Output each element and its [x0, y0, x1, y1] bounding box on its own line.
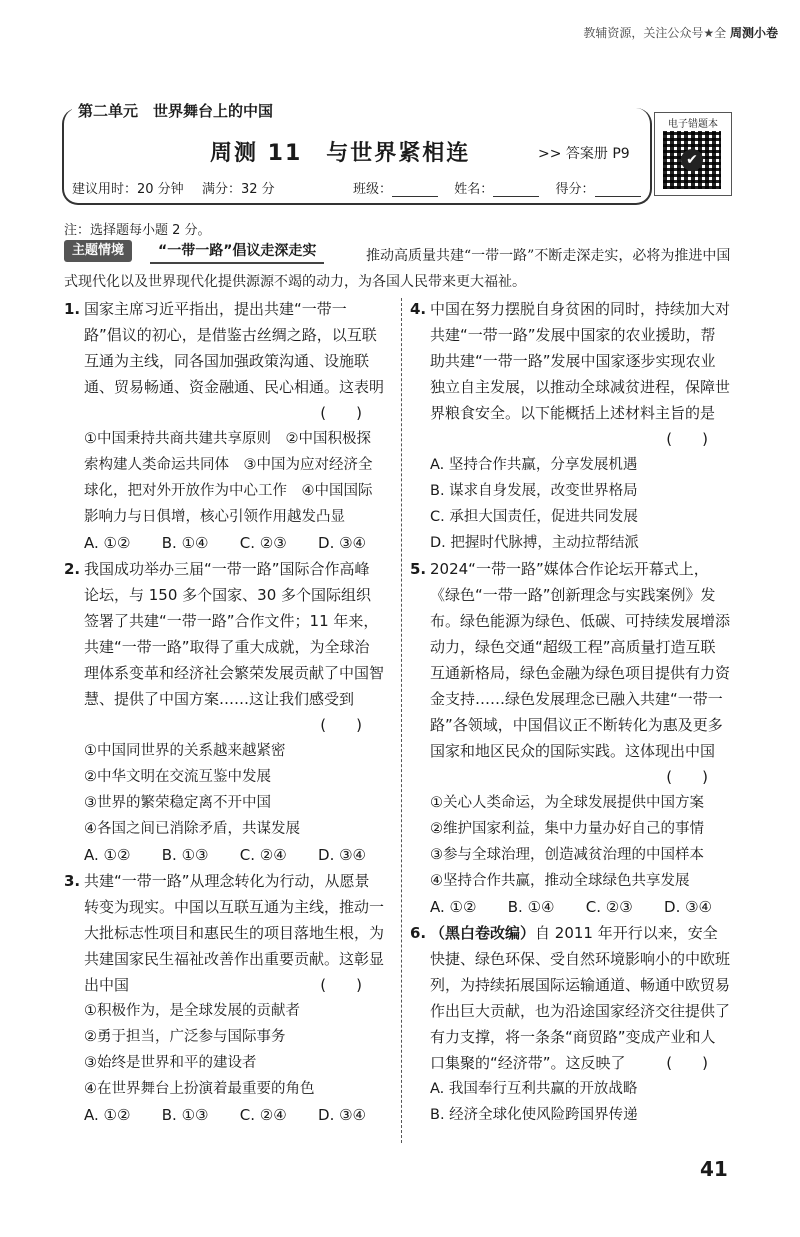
- choice-c[interactable]: C. ②④: [239, 1106, 287, 1124]
- question-2: [64, 556, 384, 868]
- choice-a[interactable]: A. ①②: [84, 846, 131, 864]
- qr-code-panel[interactable]: [654, 112, 732, 196]
- score-label: 得分：: [555, 182, 595, 197]
- column-divider: [401, 298, 402, 1143]
- choice-b[interactable]: B. 谋求自身发展，改变世界格局: [430, 483, 638, 499]
- option-1: ①关心人类命运，为全球发展提供中国方案: [430, 795, 704, 811]
- choice-c[interactable]: C. ②④: [239, 846, 287, 864]
- question-number: 6.: [410, 924, 427, 942]
- answer-paren[interactable]: ( ): [320, 976, 362, 994]
- choice-c[interactable]: C. 承担大国责任，促进共同发展: [430, 509, 638, 525]
- class-field[interactable]: [392, 182, 438, 197]
- choice-d[interactable]: D. ③④: [318, 1106, 366, 1124]
- choice-d[interactable]: D. ③④: [318, 846, 366, 864]
- answer-paren[interactable]: ( ): [666, 430, 708, 448]
- question-number: 5.: [410, 560, 427, 578]
- name-label: 姓名：: [454, 182, 494, 197]
- question-stem: 2024“一带一路”媒体合作论坛开幕式上，《绿色“一带一路”创新理念与实践案例》发布。绿色能源为绿色、低碳、可持续发展增添动力，绿色交通“超级工程”高质量打造互联互通新格局，绿色金融为绿色项目提供有力资金支持……绿色发展理念已融入共建“一带一路”各领域，中国倡议正不断转化为惠及更多国家和地区民众的国际实践。这体现出中国: [430, 560, 731, 760]
- choice-b[interactable]: B. ①④: [507, 898, 555, 916]
- answer-reference: >> 答案册 P9: [538, 146, 630, 162]
- option-1: ①中国同世界的关系越来越紧密: [84, 743, 286, 759]
- answer-paren[interactable]: ( ): [666, 1054, 708, 1072]
- score-total-label: 满分：32 分: [201, 182, 275, 197]
- option-4: ④在世界舞台上扮演着最重要的角色: [84, 1081, 315, 1097]
- choice-b[interactable]: B. 经济全球化使风险跨国界传递: [430, 1107, 638, 1123]
- question-5: [410, 556, 730, 920]
- top-note: [583, 24, 778, 41]
- choices: [84, 530, 366, 556]
- meta-row: [72, 178, 652, 197]
- choice-c[interactable]: C. ②③: [239, 534, 287, 552]
- question-stem: 共建“一带一路”从理念转化为行动，从愿景转变为现实。中国以互联互通为主线，推动一大批标志性项目和惠民生的项目落地生根，为共建国家民生福祉改善作出重要贡献。这彰显出中国: [84, 872, 385, 994]
- option-4: ④各国之间已消除矛盾，共谋发展: [84, 821, 300, 837]
- choice-d[interactable]: D. ③④: [318, 534, 366, 552]
- option-4: ④坚持合作共赢，推动全球绿色共享发展: [430, 873, 690, 889]
- question-items: ①中国秉持共商共建共享原则 ②中国积极探索构建人类命运共同体 ③中国为应对经济全球化，把对外开放作为中心工作 ④中国国际影响力与日俱增，核心引领作用越发凸显: [84, 431, 373, 525]
- choice-a[interactable]: A. ①②: [84, 534, 131, 552]
- choices: [84, 1102, 366, 1128]
- choice-c[interactable]: C. ②③: [585, 898, 633, 916]
- choice-b[interactable]: B. ①④: [161, 534, 209, 552]
- right-column: [410, 296, 730, 1128]
- answer-paren[interactable]: ( ): [320, 404, 362, 422]
- question-number: 2.: [64, 560, 81, 578]
- option-2: ②勇于担当，广泛参与国际事务: [84, 1029, 286, 1045]
- question-stem: 我国成功举办三届“一带一路”国际合作高峰论坛，与 150 多个国家、30 多个国际组织签署了共建“一带一路”合作文件；11 年来，共建“一带一路”取得了重大成就，为全球治理体系变革和经济社会繁荣发展贡献了中国智慧、提供了中国方案……这让我们感受到: [84, 560, 385, 708]
- question-1: [64, 296, 384, 556]
- option-1: ①积极作为，是全球发展的贡献者: [84, 1003, 300, 1019]
- option-2: ②中华文明在交流互鉴中发展: [84, 769, 271, 785]
- question-6: [410, 920, 730, 1128]
- left-column: [64, 296, 384, 1128]
- instruction-note: 注：选择题每小题 2 分。: [64, 223, 211, 238]
- choice-a[interactable]: A. ①②: [430, 898, 477, 916]
- theme-title: “一带一路”倡议走深走实: [150, 240, 324, 264]
- option-3: ③世界的繁荣稳定离不开中国: [84, 795, 271, 811]
- choice-a[interactable]: A. 坚持合作共赢，分享发展机遇: [430, 457, 638, 473]
- question-number: 1.: [64, 300, 81, 318]
- answer-paren[interactable]: ( ): [666, 768, 708, 786]
- check-icon: ✔: [681, 149, 703, 171]
- choice-d[interactable]: D. ③④: [664, 898, 712, 916]
- score-field[interactable]: [595, 182, 641, 197]
- option-3: ③始终是世界和平的建设者: [84, 1055, 257, 1071]
- choices: [84, 842, 366, 868]
- source-tag: （黑白卷改编）: [430, 924, 536, 942]
- theme-tag: 主题情境: [64, 240, 132, 262]
- top-note-right: 周测小卷: [729, 26, 778, 40]
- theme-text: 推动高质量共建“一带一路”不断走深走实，必将为推进中国式现代化以及世界现代化提供源源不竭的动力，为各国人民带来更大福祉。: [64, 248, 731, 290]
- class-label: 班级：: [352, 182, 392, 197]
- choice-b[interactable]: B. ①③: [161, 1106, 209, 1124]
- choices: [430, 894, 712, 920]
- option-3: ③参与全球治理，创造减贫治理的中国样本: [430, 847, 704, 863]
- question-stem: 中国在努力摆脱自身贫困的同时，持续加大对共建“一带一路”发展中国家的农业援助，帮助共建“一带一路”发展中国家逐步实现农业独立自主发展，以推动全球减贫进程，保障世界粮食安全。以下能概括上述材料主旨的是: [430, 300, 731, 422]
- question-3: [64, 868, 384, 1128]
- answer-paren[interactable]: ( ): [320, 716, 362, 734]
- option-2: ②维护国家利益，集中力量办好自己的事情: [430, 821, 704, 837]
- choice-a[interactable]: A. ①②: [84, 1106, 131, 1124]
- qr-label: 电子错题本: [668, 119, 718, 130]
- page-title: 周测 11 与世界紧相连: [210, 141, 471, 166]
- question-stem: 自 2011 年开行以来，安全快捷、绿色环保、受自然环境影响小的中欧班列，为持续拓展国际运输通道、畅通中欧贸易作出巨大贡献，也为沿途国家经济交往提供了有力支撑，将一条条“商贸路”变成产业和人口集聚的“经济带”。这反映了: [430, 924, 731, 1072]
- question-4: [410, 296, 730, 556]
- name-field[interactable]: [493, 182, 539, 197]
- unit-title: 第二单元 世界舞台上的中国: [72, 100, 279, 121]
- question-number: 3.: [64, 872, 81, 890]
- top-note-text: 教辅资源，关注公众号★全: [583, 26, 727, 40]
- question-number: 4.: [410, 300, 427, 318]
- time-label: 建议用时：20 分钟: [72, 182, 184, 197]
- question-stem: 国家主席习近平指出，提出共建“一带一路”倡议的初心，是借鉴古丝绸之路，以互联互通为主线，同各国加强政策沟通、设施联通、贸易畅通、资金融通、民心相通。这表明: [84, 300, 385, 396]
- choice-a[interactable]: A. 我国奉行互利共赢的开放战略: [430, 1081, 638, 1097]
- page-number: 41: [700, 1157, 728, 1181]
- choice-d[interactable]: D. 把握时代脉搏，主动拉帮结派: [430, 535, 639, 551]
- choice-b[interactable]: B. ①③: [161, 846, 209, 864]
